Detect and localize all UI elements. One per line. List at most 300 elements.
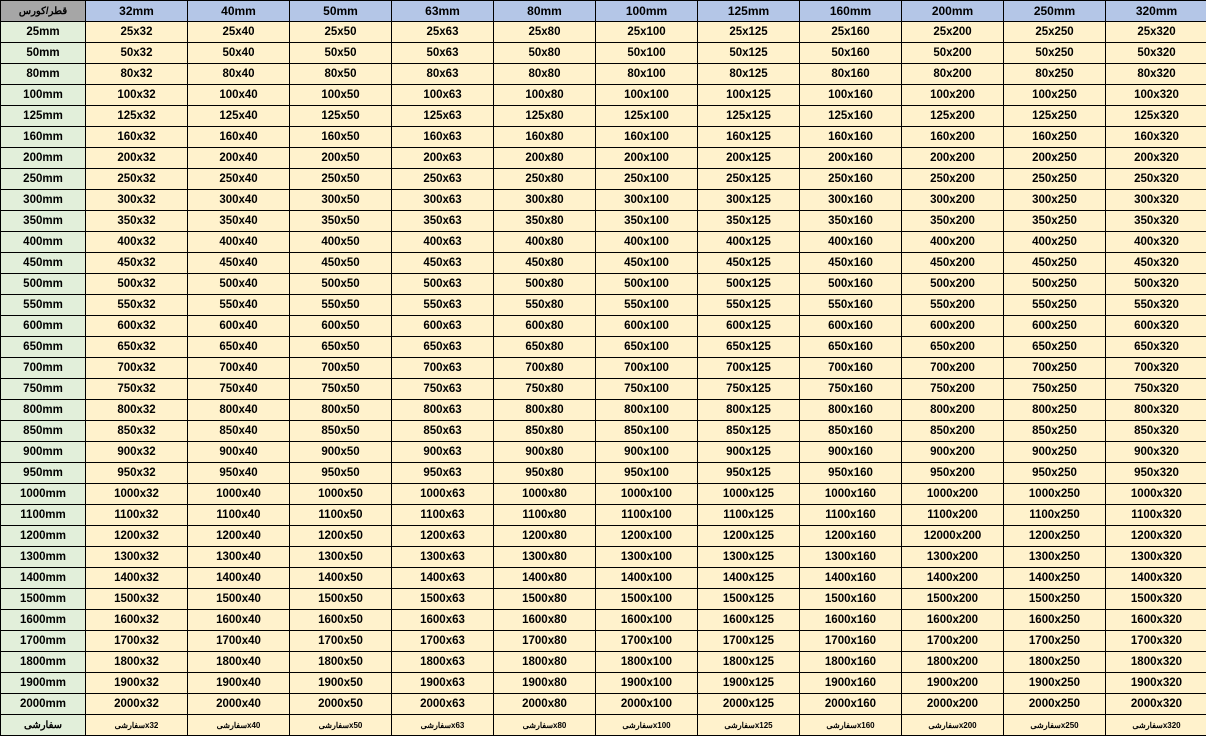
table-cell: 900x200 [902,442,1004,463]
custom-cell: سفارشیx125 [698,715,800,736]
table-cell: 1500x80 [494,589,596,610]
table-cell: 350x100 [596,211,698,232]
row-header: 1400mm [1,568,86,589]
column-header: 50mm [290,1,392,22]
table-cell: 500x50 [290,274,392,295]
table-cell: 1000x125 [698,484,800,505]
table-cell: 300x160 [800,190,902,211]
table-cell: 350x200 [902,211,1004,232]
table-cell: 200x40 [188,148,290,169]
table-cell: 900x63 [392,442,494,463]
table-cell: 100x160 [800,85,902,106]
table-cell: 200x250 [1004,148,1106,169]
table-cell: 1300x125 [698,547,800,568]
table-cell: 80x125 [698,64,800,85]
table-cell: 950x250 [1004,463,1106,484]
table-cell: 160x125 [698,127,800,148]
table-cell: 125x250 [1004,106,1106,127]
table-cell: 850x250 [1004,421,1106,442]
table-cell: 160x320 [1106,127,1206,148]
row-header: 1900mm [1,673,86,694]
table-cell: 250x250 [1004,169,1106,190]
table-row [1,64,1206,85]
row-header: 1700mm [1,631,86,652]
row-header: 1800mm [1,652,86,673]
table-cell: 950x200 [902,463,1004,484]
table-cell: 1100x160 [800,505,902,526]
table-cell: 350x80 [494,211,596,232]
table-cell: 100x50 [290,85,392,106]
table-cell: 80x100 [596,64,698,85]
table-cell: 900x32 [86,442,188,463]
column-header: 80mm [494,1,596,22]
table-cell: 80x250 [1004,64,1106,85]
table-cell: 1800x40 [188,652,290,673]
row-header: 350mm [1,211,86,232]
table-cell: 1300x320 [1106,547,1206,568]
table-cell: 300x80 [494,190,596,211]
table-cell: 25x80 [494,22,596,43]
table-cell: 800x250 [1004,400,1106,421]
table-cell: 160x160 [800,127,902,148]
table-cell: 800x160 [800,400,902,421]
row-header: 900mm [1,442,86,463]
table-cell: 1300x80 [494,547,596,568]
table-cell: 80x63 [392,64,494,85]
table-cell: 50x63 [392,43,494,64]
table-cell: 1600x100 [596,610,698,631]
table-cell: 650x125 [698,337,800,358]
table-row [1,316,1206,337]
header-row [1,1,1206,22]
table-cell: 700x63 [392,358,494,379]
table-cell: 1300x50 [290,547,392,568]
table-row [1,85,1206,106]
table-cell: 1600x40 [188,610,290,631]
table-cell: 500x63 [392,274,494,295]
table-cell: 350x63 [392,211,494,232]
table-cell: 400x63 [392,232,494,253]
table-cell: 100x200 [902,85,1004,106]
table-cell: 125x160 [800,106,902,127]
row-header: 80mm [1,64,86,85]
table-cell: 1900x80 [494,673,596,694]
row-header: 250mm [1,169,86,190]
table-cell: 750x320 [1106,379,1206,400]
table-cell: 1500x63 [392,589,494,610]
table-cell: 50x40 [188,43,290,64]
table-cell: 450x100 [596,253,698,274]
table-cell: 160x100 [596,127,698,148]
table-cell: 80x80 [494,64,596,85]
table-row [1,547,1206,568]
table-cell: 250x160 [800,169,902,190]
table-cell: 1500x125 [698,589,800,610]
table-cell: 50x80 [494,43,596,64]
table-cell: 200x80 [494,148,596,169]
table-cell: 550x50 [290,295,392,316]
row-header: 1100mm [1,505,86,526]
table-cell: 1400x320 [1106,568,1206,589]
table-cell: 1100x125 [698,505,800,526]
table-row [1,484,1206,505]
column-header: 125mm [698,1,800,22]
table-row [1,295,1206,316]
table-cell: 950x32 [86,463,188,484]
table-cell: 1800x125 [698,652,800,673]
row-header: 750mm [1,379,86,400]
table-cell: 750x32 [86,379,188,400]
table-row [1,673,1206,694]
table-cell: 1000x320 [1106,484,1206,505]
row-header: 2000mm [1,694,86,715]
table-cell: 1700x50 [290,631,392,652]
table-cell: 80x320 [1106,64,1206,85]
table-cell: 500x32 [86,274,188,295]
table-cell: 1300x40 [188,547,290,568]
table-cell: 400x50 [290,232,392,253]
table-cell: 1900x40 [188,673,290,694]
table-cell: 1100x320 [1106,505,1206,526]
table-cell: 2000x100 [596,694,698,715]
table-cell: 160x63 [392,127,494,148]
table-cell: 1300x160 [800,547,902,568]
table-cell: 1500x200 [902,589,1004,610]
table-cell: 650x160 [800,337,902,358]
table-cell: 1600x160 [800,610,902,631]
column-header: 100mm [596,1,698,22]
table-cell: 700x125 [698,358,800,379]
column-header: 200mm [902,1,1004,22]
table-row [1,589,1206,610]
table-cell: 250x320 [1106,169,1206,190]
table-cell: 600x250 [1004,316,1106,337]
table-cell: 25x50 [290,22,392,43]
row-header: 100mm [1,85,86,106]
table-cell: 650x200 [902,337,1004,358]
table-cell: 1200x250 [1004,526,1106,547]
table-cell: 350x40 [188,211,290,232]
table-cell: 650x320 [1106,337,1206,358]
table-cell: 100x125 [698,85,800,106]
table-cell: 200x160 [800,148,902,169]
table-cell: 400x160 [800,232,902,253]
table-cell: 1100x250 [1004,505,1106,526]
table-cell: 50x50 [290,43,392,64]
table-cell: 125x50 [290,106,392,127]
corner-header: قطر/کورس [1,1,86,22]
row-header: 1200mm [1,526,86,547]
table-cell: 650x40 [188,337,290,358]
table-cell: 800x100 [596,400,698,421]
table-cell: 125x320 [1106,106,1206,127]
table-cell: 1800x100 [596,652,698,673]
table-cell: 850x320 [1106,421,1206,442]
table-cell: 50x160 [800,43,902,64]
table-row [1,526,1206,547]
table-cell: 1600x320 [1106,610,1206,631]
table-cell: 1800x80 [494,652,596,673]
table-cell: 550x40 [188,295,290,316]
table-cell: 1700x250 [1004,631,1106,652]
custom-cell: سفارشیx40 [188,715,290,736]
table-cell: 350x50 [290,211,392,232]
table-cell: 1200x320 [1106,526,1206,547]
table-cell: 650x80 [494,337,596,358]
table-cell: 750x250 [1004,379,1106,400]
table-cell: 1200x63 [392,526,494,547]
table-cell: 2000x40 [188,694,290,715]
table-cell: 125x200 [902,106,1004,127]
table-cell: 350x32 [86,211,188,232]
table-cell: 1000x200 [902,484,1004,505]
table-cell: 1500x160 [800,589,902,610]
row-header: 1300mm [1,547,86,568]
table-cell: 800x125 [698,400,800,421]
table-cell: 2000x160 [800,694,902,715]
table-cell: 1000x32 [86,484,188,505]
row-header: 50mm [1,43,86,64]
table-cell: 700x200 [902,358,1004,379]
table-cell: 100x250 [1004,85,1106,106]
column-header: 250mm [1004,1,1106,22]
table-cell: 1000x80 [494,484,596,505]
table-cell: 100x63 [392,85,494,106]
table-body [1,22,1206,736]
table-cell: 550x200 [902,295,1004,316]
table-row [1,421,1206,442]
table-cell: 50x32 [86,43,188,64]
table-cell: 1100x80 [494,505,596,526]
row-header: 800mm [1,400,86,421]
table-cell: 25x125 [698,22,800,43]
table-cell: 400x200 [902,232,1004,253]
table-cell: 250x80 [494,169,596,190]
row-header: 200mm [1,148,86,169]
table-cell: 25x250 [1004,22,1106,43]
table-cell: 900x320 [1106,442,1206,463]
table-cell: 1700x125 [698,631,800,652]
table-cell: 1700x160 [800,631,902,652]
table-cell: 200x320 [1106,148,1206,169]
table-cell: 850x63 [392,421,494,442]
table-cell: 1800x250 [1004,652,1106,673]
table-cell: 300x50 [290,190,392,211]
table-cell: 1900x100 [596,673,698,694]
table-cell: 900x125 [698,442,800,463]
table-cell: 450x160 [800,253,902,274]
table-cell: 550x160 [800,295,902,316]
table-cell: 700x80 [494,358,596,379]
custom-cell: سفارشیx160 [800,715,902,736]
table-cell: 800x80 [494,400,596,421]
table-cell: 450x125 [698,253,800,274]
table-cell: 700x32 [86,358,188,379]
table-row [1,106,1206,127]
row-header: 25mm [1,22,86,43]
table-cell: 25x40 [188,22,290,43]
table-cell: 800x40 [188,400,290,421]
table-cell: 300x40 [188,190,290,211]
table-cell: 650x32 [86,337,188,358]
table-cell: 1700x40 [188,631,290,652]
table-cell: 500x160 [800,274,902,295]
table-cell: 25x320 [1106,22,1206,43]
table-cell: 1900x160 [800,673,902,694]
table-cell: 300x125 [698,190,800,211]
table-cell: 550x125 [698,295,800,316]
table-cell: 800x63 [392,400,494,421]
table-cell: 1800x32 [86,652,188,673]
table-cell: 600x32 [86,316,188,337]
table-cell: 1100x32 [86,505,188,526]
table-cell: 750x200 [902,379,1004,400]
table-cell: 350x125 [698,211,800,232]
table-cell: 1100x200 [902,505,1004,526]
table-cell: 600x40 [188,316,290,337]
table-cell: 650x250 [1004,337,1106,358]
table-row [1,337,1206,358]
table-cell: 2000x32 [86,694,188,715]
custom-cell: سفارشیx200 [902,715,1004,736]
table-cell: 1900x63 [392,673,494,694]
table-cell: 1800x320 [1106,652,1206,673]
table-cell: 900x100 [596,442,698,463]
table-cell: 700x160 [800,358,902,379]
table-cell: 500x80 [494,274,596,295]
table-cell: 700x100 [596,358,698,379]
table-cell: 1500x40 [188,589,290,610]
table-row [1,568,1206,589]
table-cell: 350x160 [800,211,902,232]
table-cell: 1400x50 [290,568,392,589]
table-cell: 2000x80 [494,694,596,715]
table-cell: 1000x160 [800,484,902,505]
row-header: 450mm [1,253,86,274]
table-cell: 600x200 [902,316,1004,337]
table-cell: 1900x320 [1106,673,1206,694]
table-cell: 25x160 [800,22,902,43]
column-header: 320mm [1106,1,1206,22]
table-cell: 1200x80 [494,526,596,547]
column-header: 63mm [392,1,494,22]
table-cell: 160x32 [86,127,188,148]
table-cell: 500x100 [596,274,698,295]
table-cell: 160x250 [1004,127,1106,148]
table-cell: 400x32 [86,232,188,253]
table-cell: 550x250 [1004,295,1106,316]
table-cell: 1600x80 [494,610,596,631]
table-cell: 550x80 [494,295,596,316]
table-cell: 1800x160 [800,652,902,673]
table-cell: 1100x63 [392,505,494,526]
row-header: 600mm [1,316,86,337]
table-cell: 1900x200 [902,673,1004,694]
table-row [1,631,1206,652]
table-cell: 750x100 [596,379,698,400]
table-cell: 1500x50 [290,589,392,610]
table-cell: 1000x50 [290,484,392,505]
row-header: 160mm [1,127,86,148]
table-cell: 600x63 [392,316,494,337]
table-cell: 1400x100 [596,568,698,589]
table-cell: 1600x63 [392,610,494,631]
table-cell: 250x63 [392,169,494,190]
table-cell: 100x100 [596,85,698,106]
table-cell: 950x320 [1106,463,1206,484]
table-row [1,169,1206,190]
table-row [1,463,1206,484]
table-cell: 500x40 [188,274,290,295]
table-cell: 250x125 [698,169,800,190]
table-cell: 750x50 [290,379,392,400]
table-cell: 1400x32 [86,568,188,589]
table-cell: 450x250 [1004,253,1106,274]
table-cell: 1000x250 [1004,484,1106,505]
table-cell: 450x40 [188,253,290,274]
table-cell: 1600x50 [290,610,392,631]
table-cell: 750x40 [188,379,290,400]
table-cell: 650x100 [596,337,698,358]
table-cell: 700x320 [1106,358,1206,379]
table-cell: 850x32 [86,421,188,442]
table-cell: 300x250 [1004,190,1106,211]
table-cell: 80x40 [188,64,290,85]
column-header: 40mm [188,1,290,22]
table-cell: 80x50 [290,64,392,85]
table-cell: 400x100 [596,232,698,253]
table-row [1,400,1206,421]
table-cell: 1400x125 [698,568,800,589]
table-cell: 850x80 [494,421,596,442]
table-cell: 2000x50 [290,694,392,715]
table-cell: 80x32 [86,64,188,85]
table-cell: 1600x250 [1004,610,1106,631]
table-cell: 950x63 [392,463,494,484]
table-cell: 950x100 [596,463,698,484]
table-cell: 1200x100 [596,526,698,547]
table-cell: 1200x160 [800,526,902,547]
row-header: 400mm [1,232,86,253]
table-row [1,127,1206,148]
table-cell: 25x63 [392,22,494,43]
table-cell: 800x200 [902,400,1004,421]
table-row [1,610,1206,631]
row-header: 1600mm [1,610,86,631]
table-cell: 1900x250 [1004,673,1106,694]
table-cell: 900x250 [1004,442,1106,463]
table-cell: 1900x125 [698,673,800,694]
row-header: 850mm [1,421,86,442]
table-cell: 850x125 [698,421,800,442]
table-cell: 800x320 [1106,400,1206,421]
table-row [1,190,1206,211]
table-cell: 1300x63 [392,547,494,568]
table-cell: 25x200 [902,22,1004,43]
table-cell: 1200x125 [698,526,800,547]
table-cell: 500x125 [698,274,800,295]
table-cell: 200x100 [596,148,698,169]
table-cell: 700x40 [188,358,290,379]
table-cell: 600x80 [494,316,596,337]
table-cell: 550x320 [1106,295,1206,316]
table-cell: 600x125 [698,316,800,337]
table-cell: 800x50 [290,400,392,421]
table-cell: 600x100 [596,316,698,337]
table-cell: 450x32 [86,253,188,274]
table-cell: 1400x200 [902,568,1004,589]
custom-cell: سفارشیx100 [596,715,698,736]
